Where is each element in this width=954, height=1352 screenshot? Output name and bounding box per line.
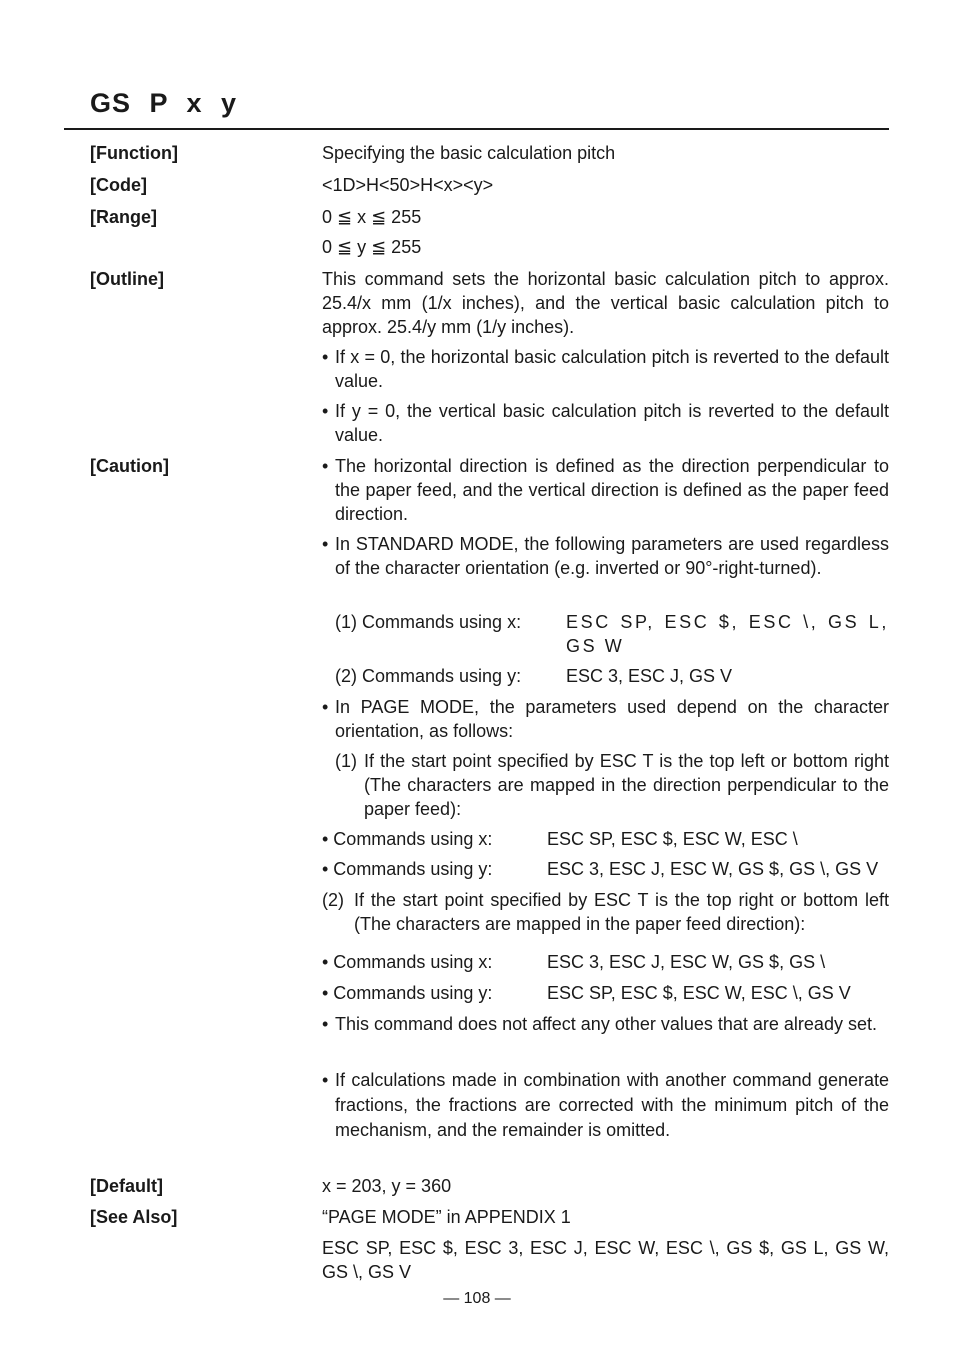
range-label: [Range] (90, 207, 157, 227)
caution-noaffect-text: This command does not affect any other values that are already set. (335, 1014, 877, 1034)
page-case-1-text: If the start point specified by ESC T is the top left or bottom right (The characters are mapped in the direction perpendicular to the paper feed): (364, 751, 889, 819)
case1-y-label: • Commands using y: (322, 859, 493, 879)
caution-bullet-fractions (322, 1068, 889, 1143)
title-rule (64, 128, 889, 130)
bullet-marker: • (322, 1014, 329, 1034)
outline-bullet-x-text: If x = 0, the horizontal basic calculation pitch is reverted to the default value. (335, 347, 889, 391)
see-also-line2: ESC SP, ESC $, ESC 3, ESC J, ESC W, ESC \, GS $, GS L, GS W, GS \, GS V (322, 1238, 889, 1282)
case2-x-value: ESC 3, ESC J, ESC W, GS $, GS \ (547, 952, 826, 972)
default-text: x = 203, y = 360 (322, 1176, 452, 1196)
caution-fractions-text: If calculations made in combination with another command generate fractions, the fractions are corrected with the minimum pitch of the mechanism, and the remainder is omitted. (335, 1070, 889, 1140)
outline-bullet-y (322, 399, 889, 447)
case1-x-value: ESC SP, ESC $, ESC W, ESC \ (547, 829, 798, 849)
caution-bullet-standard (322, 532, 889, 580)
page-case-2-text: If the start point specified by ESC T is the top right or bottom left (The characters are mapped in the paper feed direction): (354, 890, 889, 934)
caution-bullet-page (322, 695, 889, 743)
outline-text: This command sets the horizontal basic calculation pitch to approx. 25.4/x mm (1/x inches), and the vertical basic calculation pitch to approx. 25.4/y mm (1/y inches). (322, 269, 889, 337)
std-y-label: (2) Commands using y: (335, 666, 522, 686)
case1-x-label: • Commands using x: (322, 829, 493, 849)
bullet-marker: • (322, 401, 329, 421)
case2-y-value: ESC SP, ESC $, ESC W, ESC \, GS V (547, 983, 851, 1003)
bullet-marker: • (322, 456, 329, 476)
caution-bullet-direction (322, 454, 889, 526)
case-number: (1) (335, 751, 357, 771)
caution-page-text: In PAGE MODE, the parameters used depend on the character orientation, as follows: (335, 697, 889, 741)
case-number: (2) (322, 890, 344, 910)
bullet-marker: • (322, 347, 329, 367)
bullet-marker: • (322, 534, 329, 554)
std-x-value: ESC SP, ESC $, ESC \, GS L, GS W (566, 612, 889, 656)
bullet-marker: • (322, 697, 329, 717)
command-title: GS P x y (90, 88, 238, 118)
bullet-marker: • (322, 1070, 329, 1090)
case2-x-label: • Commands using x: (322, 952, 493, 972)
outline-bullet-y-text: If y = 0, the vertical basic calculation pitch is reverted to the default value. (335, 401, 889, 445)
page-number: — 108 — (443, 1290, 511, 1307)
caution-direction-text: The horizontal direction is defined as the direction perpendicular to the paper feed, and the vertical direction is defined as the paper feed direction. (335, 456, 889, 524)
page-case-1 (335, 749, 889, 821)
std-x-label: (1) Commands using x: (335, 612, 522, 632)
range-x: 0 ≦ x ≦ 255 (322, 207, 422, 227)
caution-label: [Caution] (90, 456, 169, 476)
caution-standard-text: In STANDARD MODE, the following parameters are used regardless of the character orientation (e.g. inverted or 90°-right-turned). (335, 534, 889, 578)
default-label: [Default] (90, 1176, 163, 1196)
case1-y-value: ESC 3, ESC J, ESC W, GS $, GS \, GS V (547, 859, 879, 879)
see-also-line1: “PAGE MODE” in APPENDIX 1 (322, 1207, 571, 1227)
see-also-label: [See Also] (90, 1207, 178, 1227)
code-text: <1D>H<50>H<x><y> (322, 175, 494, 195)
code-label: [Code] (90, 175, 147, 195)
range-y: 0 ≦ y ≦ 255 (322, 237, 422, 257)
function-label: [Function] (90, 143, 178, 163)
case2-y-label: • Commands using y: (322, 983, 493, 1003)
caution-bullet-noaffect (322, 1012, 889, 1036)
std-y-value: ESC 3, ESC J, GS V (566, 666, 733, 686)
function-text: Specifying the basic calculation pitch (322, 143, 616, 163)
page-case-2 (322, 888, 889, 936)
outline-label: [Outline] (90, 269, 164, 289)
outline-bullet-x (322, 345, 889, 393)
